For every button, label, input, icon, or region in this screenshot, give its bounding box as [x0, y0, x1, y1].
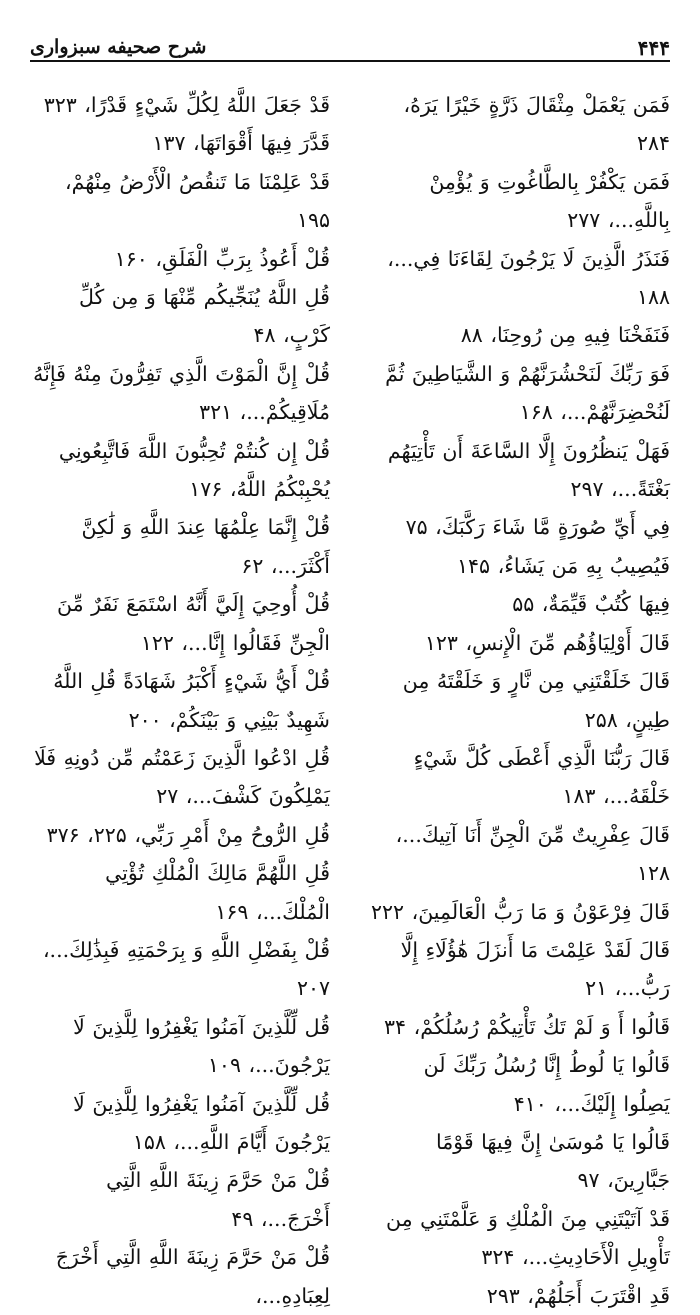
index-entry: قَالَ رَبُّنَا الَّذِي أَعْطَى كُلَّ شَيْءٍ خَلْقَهُ...، ۱۸۳: [413, 745, 670, 809]
index-entry: فَمَن يَكْفُرْ بِالطَّاغُوتِ وَ يُؤْمِنْ بِاللَّهِ...، ۲۷۷: [429, 169, 670, 233]
page-number: ۴۴۴: [637, 36, 670, 60]
index-entry: قَالَ فِرْعَوْنُ وَ مَا رَبُّ الْعَالَمِينَ، ۲۲۲: [371, 899, 670, 924]
index-entry: قَدْ عَلِمْنَا مَا تَنقُصُ الْأَرْضُ مِنْهُمْ، ۱۹۵: [65, 169, 330, 233]
index-entry: قُلْ مَنْ حَرَّمَ زِينَةَ اللَّهِ الَّتِي أَخْرَجَ...، ۴۹: [106, 1168, 330, 1231]
index-entry: قُلْ أَيُّ شَيْءٍ أَكْبَرُ شَهَادَةً قُلِ اللَّهُ شَهِيدٌ بَيْنِي وَ بَيْنَكُمْ، ۲۰۰: [53, 669, 330, 732]
index-entry: قُلْ إِنَّمَا عِلْمُهَا عِندَ اللَّهِ وَ لَٰكِنَّ أَكْثَرَ...، ۶۲: [81, 515, 330, 578]
index-entry: قَالَ أَوْلِيَاؤُهُم مِّنَ الْإِنسِ، ۱۲۳: [424, 630, 670, 655]
index-entry: فِيهَا كُتُبٌ قَيِّمَةٌ، ۵۵: [512, 592, 670, 617]
index-entry: قُل لِّلَّذِينَ آمَنُوا يَغْفِرُوا لِلَّذِينَ لَا يَرْجُونَ...، ۱۰۹: [73, 1014, 330, 1078]
index-entry: قَدِ اقْتَرَبَ أَجَلُهُمْ، ۲۹۳: [486, 1283, 670, 1308]
index-entry: قُلِ اللَّهُمَّ مَالِكَ الْمُلْكِ تُؤْتِي الْمُلْكَ...، ۱۶۹: [105, 861, 330, 924]
index-entry: قُلْ أُوحِيَ إِلَيَّ أَنَّهُ اسْتَمَعَ نَفَرٌ مِّنَ الْجِنِّ فَقَالُوا إِنَّا...، ۱۲۲: [57, 592, 330, 655]
index-entry: قُلِ الرُّوحُ مِنْ أَمْرِ رَبِّي، ۲۲۵، ۳۷۶: [46, 822, 330, 847]
index-entry: قَالَ عِفْرِيتٌ مِّنَ الْجِنِّ أَنَا آتِيكَ...، ۱۲۸: [395, 822, 670, 886]
left-column: [30, 86, 330, 1315]
index-entry: فَنَفَخْنَا فِيهِ مِن رُوحِنَا، ۸۸: [460, 323, 670, 348]
index-entry: قَدَّرَ فِيهَا أَقْوَاتَهَا، ۱۳۷: [152, 131, 330, 156]
index-entry: قُلِ اللَّهُ يُنَجِّيكُم مِّنْهَا وَ مِن كُلِّ كَرْبٍ، ۴۸: [78, 285, 330, 348]
index-entry: قُلْ بِفَضْلِ اللَّهِ وَ بِرَحْمَتِهِ فَبِذَٰلِكَ...، ۲۰۷: [42, 937, 330, 1001]
index-entry: قَدْ جَعَلَ اللَّهُ لِكُلِّ شَيْءٍ قَدْرًا، ۳۲۳: [43, 93, 330, 117]
index-entry: قَدْ آتَيْتَنِي مِنَ الْمُلْكِ وَ عَلَّمْتَنِي مِن تَأْوِيلِ الْأَحَادِيثِ...، ۳۲۴: [386, 1206, 670, 1270]
index-entry: فَمَن يَعْمَلْ مِثْقَالَ ذَرَّةٍ خَيْرًا يَرَهُ، ۲۸۴: [403, 93, 670, 156]
index-entry: فِي أَيِّ صُورَةٍ مَّا شَاءَ رَكَّبَكَ، ۷۵: [405, 515, 670, 540]
index-entry: قَالُوا أَ وَ لَمْ تَكُ تَأْتِيكُمْ رُسُلُكُمْ، ۳۴: [384, 1014, 670, 1039]
index-entry: قُلِ ادْعُوا الَّذِينَ زَعَمْتُم مِّن دُونِهِ فَلَا يَمْلِكُونَ كَشْفَ...، ۲۷: [34, 745, 330, 809]
index-entry: قُلْ إِن كُنتُمْ تُحِبُّونَ اللَّهَ فَاتَّبِعُونِي يُحْبِبْكُمُ اللَّهُ، ۱۷۶: [58, 438, 330, 502]
index-entry: قَالَ خَلَقْتَنِي مِن نَّارٍ وَ خَلَقْتَهُ مِن طِينٍ، ۲۵۸: [402, 669, 670, 732]
index-entry: فَوَ رَبِّكَ لَنَحْشُرَنَّهُمْ وَ الشَّيَاطِينَ ثُمَّ لَنُحْضِرَنَّهُمْ...، ۱۶۸: [385, 361, 670, 425]
index-entry: فَنَذَرُ الَّذِينَ لَا يَرْجُونَ لِقَاءَنَا فِي...، ۱۸۸: [387, 246, 670, 310]
index-entry: قَالُوا يَا لُوطُ إِنَّا رُسُلُ رَبِّكَ لَن يَصِلُوا إِلَيْكَ...، ۴۱۰: [423, 1053, 670, 1116]
index-entry: قُلْ إِنَّ الْمَوْتَ الَّذِي تَفِرُّونَ مِنْهُ فَإِنَّهُ مُلَاقِيكُمْ...، ۳۲۱: [33, 361, 330, 425]
index-entry: فَهَلْ يَنظُرُونَ إِلَّا السَّاعَةَ أَن تَأْتِيَهُم بَغْتَةً...، ۲۹۷: [387, 438, 670, 502]
index-entry: قُلْ مَنْ حَرَّمَ زِينَةَ اللَّهِ الَّتِي أَخْرَجَ لِعِبَادِهِ...،: [55, 1245, 330, 1308]
header-rule: [30, 60, 670, 62]
index-entry: فَيُصِيبُ بِهِ مَن يَشَاءُ، ۱۴۵: [457, 553, 670, 578]
index-entry: قُلْ أَعُوذُ بِرَبِّ الْفَلَقِ، ۱۶۰: [114, 246, 330, 271]
index-entry: قُل لِّلَّذِينَ آمَنُوا يَغْفِرُوا لِلَّذِينَ لَا يَرْجُونَ أَيَّامَ اللَّهِ...، ۱۵۸: [73, 1091, 330, 1154]
right-column: [370, 86, 670, 1315]
running-title: شرح صحیفه سبزواری: [30, 36, 207, 58]
index-entry: قَالُوا يَا مُوسَىٰ إِنَّ فِيهَا قَوْمًا جَبَّارِينَ، ۹۷: [436, 1129, 670, 1193]
index-entry: قَالَ لَقَدْ عَلِمْتَ مَا أَنزَلَ هَٰؤُلَاءِ إِلَّا رَبُّ...، ۲۱: [400, 937, 670, 1001]
page-header: [30, 24, 670, 64]
